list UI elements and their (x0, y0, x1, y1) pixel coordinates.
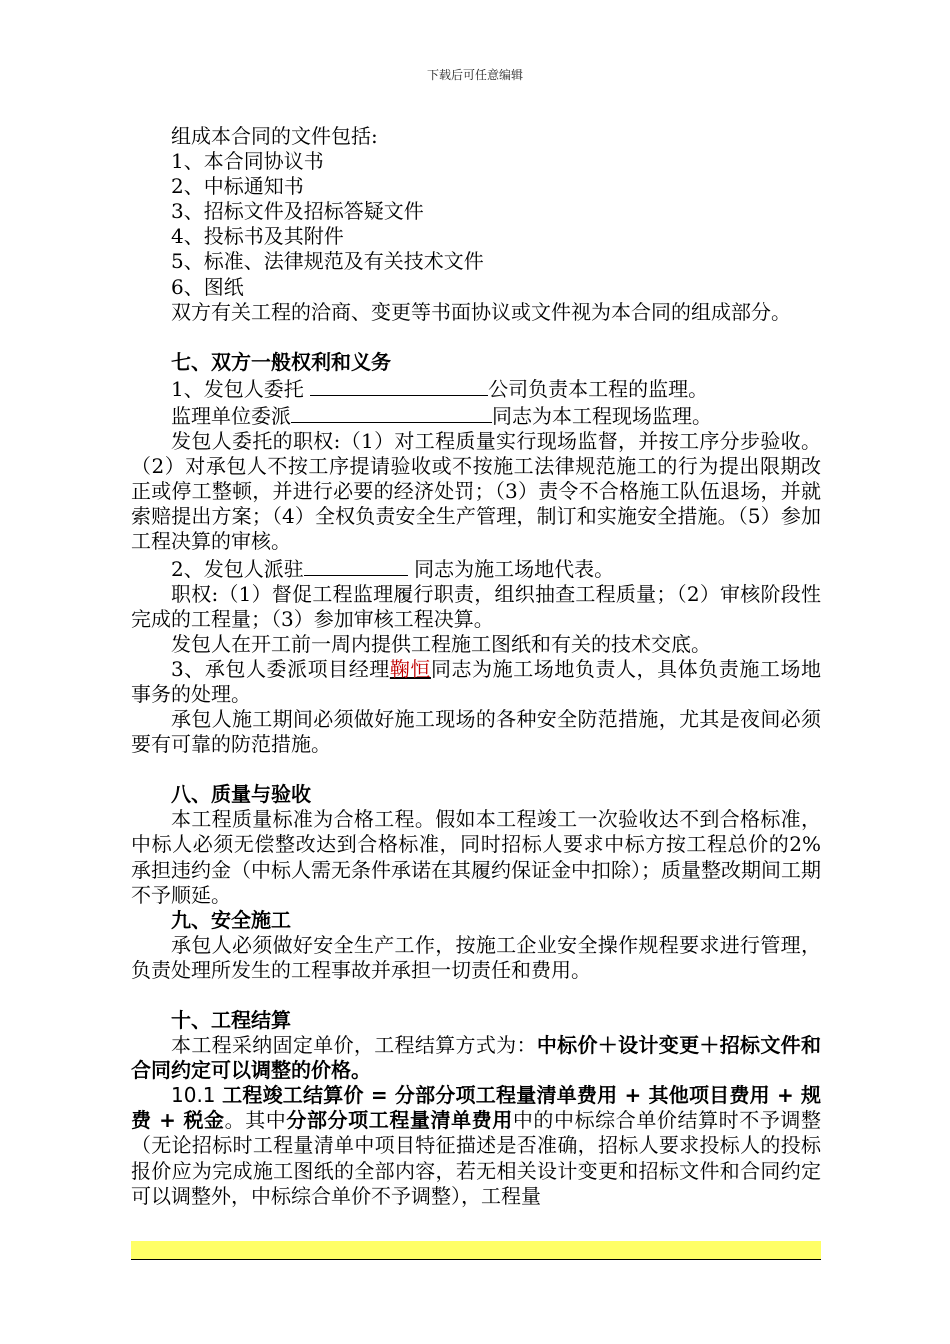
page-header: 下载后可任意编辑 (426, 68, 523, 82)
s7-l2-text-b: 同志为本工程现场监理。 (492, 403, 712, 428)
s7-l1-text: 1、发包人委托 (171, 376, 311, 401)
s10-p1-text: 本工程采纳固定单价，工程结算方式为： (171, 1033, 537, 1058)
s7-para-4: 承包人施工期间必须做好施工现场的各种安全防范措施，尤其是夜间必须要有可靠的防范措施。 (131, 707, 821, 757)
section-8-title: 八、质量与验收 (171, 782, 311, 807)
s7-para-3: 发包人在开工前一周内提供工程施工图纸和有关的技术交底。 (171, 631, 711, 656)
s10-p2-bold-2: 分部分项工程量清单费用 (286, 1108, 513, 1133)
footer-banner (131, 1241, 821, 1259)
s10-p1-bold: 中标价＋设计变更＋招标文件和合同约定可以调整的价格。 (131, 1033, 822, 1083)
s7-line-1 (131, 375, 821, 402)
s7-para-1: 发包人委托的职权:（1）对工程质量实行现场监督，并按工序分步验收。（2）对承包人不按工序提请验收或不按施工法律规范施工的行为提出限期改正或停工整顿，并进行必要的经济处罚；（3）责令不合格施工队伍退场，并就索赔提出方案；（4）全权负责安全生产管理，制订和实施安全措施。（5）参加工程决算的审核。 (131, 429, 821, 554)
list-item: 1、本合同协议书 (171, 149, 324, 174)
s9-para-1: 承包人必须做好安全生产工作，按施工企业安全操作规程要求进行管理，负责处理所发生的工程事故并承担一切责任和费用。 (131, 932, 821, 982)
blank-field (304, 555, 408, 576)
section-7-title: 七、双方一般权利和义务 (171, 349, 391, 374)
footer-rule (131, 1259, 821, 1260)
s7-para-2: 职权:（1）督促工程监理履行职责，组织抽查工程质量；（2）审核阶段性完成的工程量；（3）参加审核工程决算。 (131, 581, 821, 631)
document-body (131, 124, 821, 1209)
s10-p2-bold: 工程竣工结算价 = 分部分项工程量清单费用 + 其他项目费用 + 规费 + 税金 (131, 1083, 821, 1133)
s10-p2-text-2: 中的中标综合单价结算时不予调整（无论招标时工程量清单中项目特征描述是否准确，招标人要求投标人的投标报价应为完成施工图纸的全部内容，若无相关设计变更和招标文件和合同约定可以调整外，中标综合单价不予调整），工程量 (131, 1108, 822, 1208)
section-9-title: 九、安全施工 (171, 907, 291, 932)
blank-field (310, 375, 488, 396)
list-item: 4、投标书及其附件 (171, 224, 344, 249)
section-10-title: 十、工程结算 (171, 1008, 291, 1032)
s10-p2-text: 。其中 (224, 1108, 287, 1133)
s7-line-2 (131, 402, 821, 429)
s10-para-2 (131, 1083, 821, 1208)
intro-lead: 组成本合同的文件包括: (171, 124, 378, 148)
intro-note: 双方有关工程的洽商、变更等书面协议或文件视为本合同的组成部分。 (171, 299, 791, 324)
s7-l3-text-b: 同志为施工场地代表。 (407, 556, 615, 581)
s7-l2-text: 监理单位委派 (171, 403, 291, 428)
list-item: 3、招标文件及招标答疑文件 (171, 199, 424, 224)
s7-line-3 (131, 555, 821, 582)
blank-field (291, 402, 492, 423)
project-manager-name: 鞠恒 (389, 656, 431, 681)
s7-line-4 (131, 657, 821, 707)
list-item: 6、图纸 (171, 274, 244, 299)
s7-l1-text-b: 公司负责本工程的监理。 (488, 376, 709, 401)
s7-l4-text-b: 同志为施工场地负责人，具体负责施工场地事务的处理。 (131, 656, 822, 706)
s10-para-1 (131, 1033, 821, 1083)
s8-para-1: 本工程质量标准为合格工程。假如本工程竣工一次验收达不到合格标准，中标人必须无偿整改达到合格标准，同时招标人要求中标方按工程总价的2%承担违约金（中标人需无条件承诺在其履约保证金中扣除）；质量整改期间工期不予顺延。 (131, 807, 821, 907)
s7-l4-text: 3、承包人委派项目经理 (171, 656, 390, 681)
s7-l3-text: 2、发包人派驻 (171, 556, 304, 581)
list-item: 2、中标通知书 (171, 174, 304, 199)
list-item: 5、标准、法律规范及有关技术文件 (171, 249, 484, 274)
s10-p2-num: 10.1 (171, 1083, 223, 1108)
